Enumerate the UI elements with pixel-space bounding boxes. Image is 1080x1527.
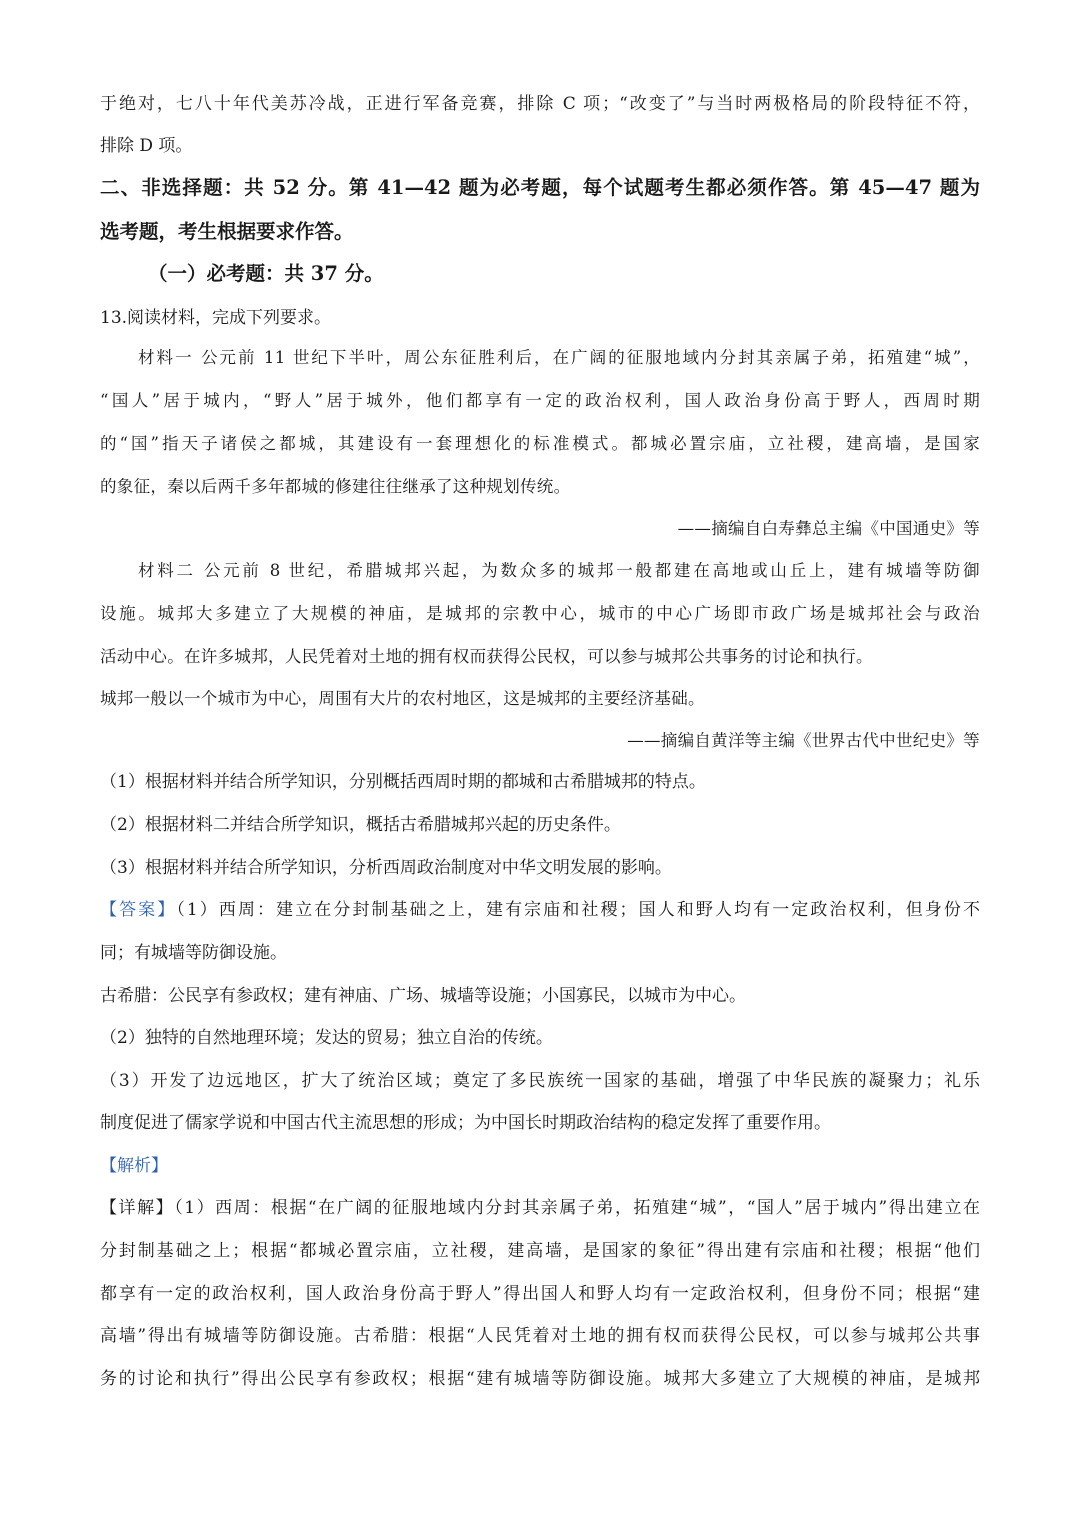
answer-line-1-text: （1）西周：建立在分封制基础之上，建有宗庙和社稷；国人和野人均有一定政治权利，但身份不 bbox=[176, 900, 980, 920]
requirement-3: （3）根据材料并结合所学知识，分析西周政治制度对中华文明发展的影响。 bbox=[100, 858, 672, 878]
prev-analysis-line-1: 于绝对，七八十年代美苏冷战，正进行军备竞赛，排除 C 项；“改变了”与当时两极格局的阶段特征不符， bbox=[100, 94, 980, 114]
detail-line-3: 都享有一定的政治权利，国人政治身份高于野人”得出国人和野人均有一定政治权利，但身份不同；根据“建 bbox=[100, 1284, 980, 1304]
requirement-2: （2）根据材料二并结合所学知识，概括古希腊城邦兴起的历史条件。 bbox=[100, 815, 621, 835]
prev-analysis-line-2: 排除 D 项。 bbox=[100, 136, 193, 156]
answer-line-6: 制度促进了儒家学说和中国古代主流思想的形成；为中国长时期政治结构的稳定发挥了重要作用。 bbox=[100, 1113, 831, 1133]
material1-line-4: 的象征，秦以后两千多年都城的修建往往继承了这种规划传统。 bbox=[100, 477, 571, 496]
material1-source: ——摘编自白寿彝总主编《中国通史》等 bbox=[677, 519, 980, 538]
material2-line-2: 设施。城邦大多建立了大规模的神庙，是城邦的宗教中心，城市的中心广场即市政广场是城邦社会与政治 bbox=[100, 604, 980, 623]
answer-tag: 【答案】 bbox=[100, 900, 177, 920]
material1-line-2: “国人”居于城内，“野人”居于城外，他们都享有一定的政治权利，国人政治身份高于野人，西周时期 bbox=[100, 391, 980, 410]
section-heading-line-2: 选考题，考生根据要求作答。 bbox=[100, 220, 354, 243]
material2-line-1: 材料二 公元前 8 世纪，希腊城邦兴起，为数众多的城邦一般都建在高地或山丘上，建有城墙等防御 bbox=[138, 561, 980, 580]
section-heading-line-1: 二、非选择题：共 52 分。第 41—42 题为必考题，每个试题考生都必须作答。第 45—47 题为 bbox=[100, 176, 980, 199]
material1-line-3: 的“国”指天子诸侯之都城，其建设有一套理想化的标准模式。都城必置宗庙，立社稷，建高墙，是国家 bbox=[100, 434, 980, 453]
answer-line-4: （2）独特的自然地理环境；发达的贸易；独立自治的传统。 bbox=[100, 1028, 553, 1048]
question-stem: 13.阅读材料，完成下列要求。 bbox=[100, 308, 332, 328]
material2-source: ——摘编自黄洋等主编《世界古代中世纪史》等 bbox=[627, 731, 980, 750]
sub-heading: （一）必考题：共 37 分。 bbox=[148, 262, 384, 285]
requirement-1: （1）根据材料并结合所学知识，分别概括西周时期的都城和古希腊城邦的特点。 bbox=[100, 772, 706, 792]
material2-line-4: 城邦一般以一个城市为中心，周围有大片的农村地区，这是城邦的主要经济基础。 bbox=[100, 689, 705, 708]
detail-line-1-text: （1）西周：根据“在广阔的征服地域内分封其亲属子弟，拓殖建“城”，“国人”居于城内”得出建立在 bbox=[174, 1198, 980, 1218]
material2-line-3: 活动中心。在许多城邦，人民凭着对土地的拥有权而获得公民权，可以参与城邦公共事务的讨论和执行。 bbox=[100, 647, 873, 666]
answer-line-1 bbox=[100, 898, 980, 922]
analysis-tag: 【解析】 bbox=[100, 1156, 168, 1176]
answer-line-2: 同；有城墙等防御设施。 bbox=[100, 943, 287, 963]
detail-tag: 【详解】 bbox=[100, 1198, 175, 1218]
detail-line-5: 务的讨论和执行”得出公民享有参政权；根据“建有城墙等防御设施。城邦大多建立了大规模的神庙，是城邦 bbox=[100, 1369, 980, 1389]
detail-line-1 bbox=[100, 1196, 980, 1220]
material1-line-1: 材料一 公元前 11 世纪下半叶，周公东征胜利后，在广阔的征服地域内分封其亲属子弟，拓殖建“城”， bbox=[138, 348, 980, 367]
detail-line-4: 高墙”得出有城墙等防御设施。古希腊：根据“人民凭着对土地的拥有权而获得公民权，可以参与城邦公共事 bbox=[100, 1326, 980, 1346]
answer-line-3: 古希腊：公民享有参政权；建有神庙、广场、城墙等设施；小国寡民，以城市为中心。 bbox=[100, 986, 746, 1006]
detail-line-2: 分封制基础之上；根据“都城必置宗庙，立社稷，建高墙，是国家的象征”得出建有宗庙和社稷；根据“他们 bbox=[100, 1241, 980, 1261]
answer-line-5: （3）开发了边远地区，扩大了统治区域；奠定了多民族统一国家的基础，增强了中华民族的凝聚力；礼乐 bbox=[100, 1071, 980, 1091]
